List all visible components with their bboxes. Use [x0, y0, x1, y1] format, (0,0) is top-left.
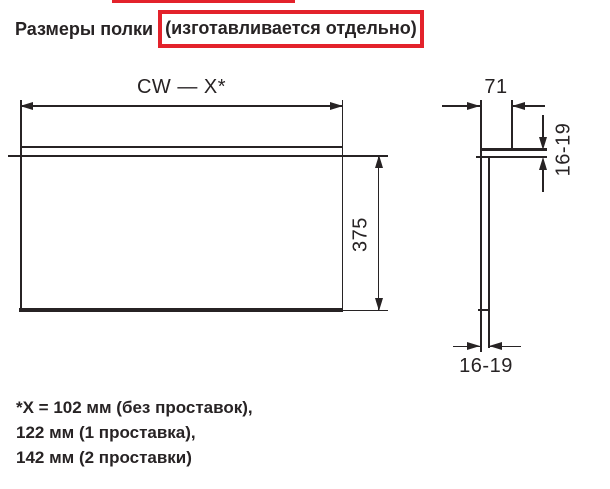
front-left-edge	[20, 100, 22, 310]
front-width-dim-line	[20, 105, 343, 107]
arrowhead-left-icon	[489, 342, 502, 350]
front-height-dim-line	[378, 156, 380, 310]
front-top-edge	[20, 146, 343, 148]
footnote-line: 122 мм (1 проставка),	[16, 423, 196, 442]
arrowhead-left-icon	[512, 102, 525, 110]
front-right-edge	[342, 100, 344, 310]
arrowhead-up-icon	[375, 155, 383, 168]
side-thickness-dim-tail-bottom	[542, 170, 544, 192]
arrowhead-right-icon	[467, 342, 480, 350]
title-text: Размеры полки	[15, 18, 154, 39]
side-thickness-dim-tail-top	[542, 115, 544, 138]
front-shelf-surface-line	[8, 155, 388, 157]
side-bottom-dim-label: 16-19	[459, 355, 513, 377]
front-width-dim-label: CW — X*	[136, 76, 227, 98]
side-thickness-dim-label: 16-19	[552, 122, 575, 177]
footnote-line: 142 мм (2 проставки)	[16, 448, 192, 467]
arrowhead-down-icon	[539, 137, 547, 150]
footnote	[16, 395, 253, 470]
cropped-red-highlight-strip	[112, 0, 295, 3]
side-shelf-top-line	[480, 148, 547, 151]
side-panel-left-edge	[480, 100, 482, 352]
side-panel-bottom-cap	[478, 309, 490, 312]
side-depth-extension-line	[511, 100, 513, 150]
side-shelf-bottom-line	[476, 156, 547, 158]
front-height-dim-label: 375	[349, 217, 372, 252]
side-depth-dim-label: 71	[484, 76, 508, 98]
side-panel-right-edge	[488, 157, 490, 348]
arrowhead-left-icon	[20, 102, 33, 110]
page-title	[15, 10, 424, 48]
arrowhead-up-icon	[539, 157, 547, 170]
footnote-line: *X = 102 мм (без проставок),	[16, 398, 253, 417]
arrowhead-down-icon	[375, 298, 383, 311]
title-highlight-box: (изготавливается отдельно)	[158, 10, 424, 48]
front-bottom-edge	[19, 308, 343, 312]
arrowhead-right-icon	[467, 102, 480, 110]
